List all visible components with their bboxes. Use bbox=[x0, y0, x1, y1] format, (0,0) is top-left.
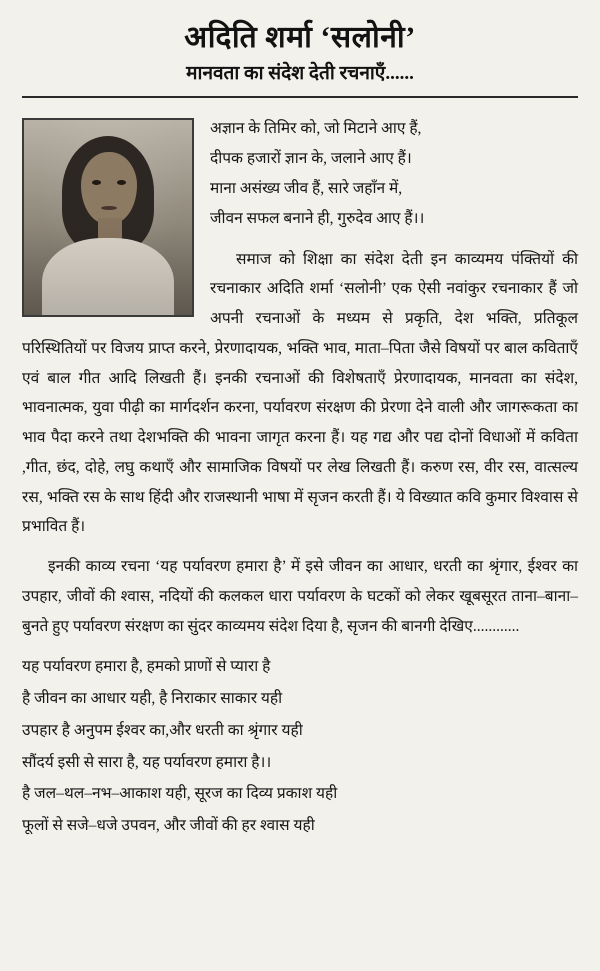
photo-vignette bbox=[24, 225, 192, 315]
verse-line: जीवन सफल बनाने ही, गुरुदेव आए हैं।। bbox=[210, 210, 425, 228]
verse-line: माना असंख्य जीव हैं, सारे जहाँन में, bbox=[210, 180, 403, 198]
page-subtitle: मानवता का संदेश देती रचनाएँ...... bbox=[186, 63, 414, 84]
portrait-eye-left bbox=[92, 180, 101, 185]
poem-line: है जल–थल–नभ–आकाश यही, सूरज का दिव्य प्रकाश यही bbox=[22, 785, 338, 803]
body-paragraph: इनकी काव्य रचना ‘यह पर्यावरण हमारा है’ में इसे जीवन का आधार, धरती का श्रृंगार, ईश्वर का उपहार, जीवों की श्वास, नदियों की कलकल धारा पर्यावरण के घटकों को लेकर खूबसूरत ताना–बाना–बुनते हुए पर्यावरण संरक्षण का सुंदर काव्यमय संदेश दिया है, सृजन की बानगी देखिए............ bbox=[22, 558, 578, 635]
document-body bbox=[22, 114, 578, 842]
photo-background bbox=[24, 120, 192, 315]
poem-block bbox=[22, 651, 578, 842]
poem-line: है जीवन का आधार यही, है निराकार साकार यही bbox=[22, 690, 283, 708]
portrait-face bbox=[81, 152, 137, 224]
poem-line: फूलों से सजे–धजे उपवन, और जीवों की हर श्वास यही bbox=[22, 817, 315, 835]
body-paragraph: समाज को शिक्षा का संदेश देती इन काव्यमय पंक्तियों की रचनाकार अदिति शर्मा ‘सलोनी’ एक ऐसी नवांकुर रचनाकार हैं जो अपनी रचनाओं के मध्यम से प्रकृति, देश भक्ति, प्रतिकूल परिस्थितियों पर विजय प्राप्त करने, प्रेरणादायक, भक्ति भाव, माता–पिता जैसे विषयों पर बाल कविताएँ एवं बाल गीत आदि लिखती हैं। इनकी रचनाओं की विशेषताएँ प्रेरणादायक, मानवता का संदेश, भावनात्मक, युवा पीढ़ी का मार्गदर्शन करना, पर्यावरण संरक्षण की प्रेरणा देने वाली और जागरूकता का भाव पैदा करने तथा देशभक्ति की भावना जागृत करना हैं। यह गद्य और पद्य दोनों विधाओं में कविता ,गीत, छंद, दोहे, लघु कथाएँ और सामाजिक विषयों पर लेख लिखती हैं। करुण रस, वीर रस, वात्सल्य रस, भक्ति रस के साथ हिंदी और राजस्थानी भाषा में सृजन करती हैं। ये विख्यात कवि कुमार विश्वास से प्रभावित हैं। bbox=[22, 250, 578, 536]
portrait-mouth bbox=[101, 206, 117, 210]
header-divider bbox=[22, 96, 578, 98]
portrait-eye-right bbox=[117, 180, 126, 185]
poem-line: सौंदर्य इसी से सारा है, यह पर्यावरण हमारा है।। bbox=[22, 753, 272, 771]
verse-line: दीपक हजारों ज्ञान के, जलाने आए हैं। bbox=[210, 149, 412, 167]
page-title: अदिति शर्मा ‘सलोनी’ bbox=[184, 21, 416, 54]
poem-line: उपहार है अनुपम ईश्वर का,और धरती का श्रृंगार यही bbox=[22, 721, 303, 739]
poem-line: यह पर्यावरण हमारा है, हमको प्राणों से प्यारा है bbox=[22, 658, 271, 676]
verse-line: अज्ञान के तिमिर को, जो मिटाने आए हैं, bbox=[210, 119, 422, 137]
title-block bbox=[22, 20, 578, 86]
portrait-photograph bbox=[22, 118, 194, 317]
